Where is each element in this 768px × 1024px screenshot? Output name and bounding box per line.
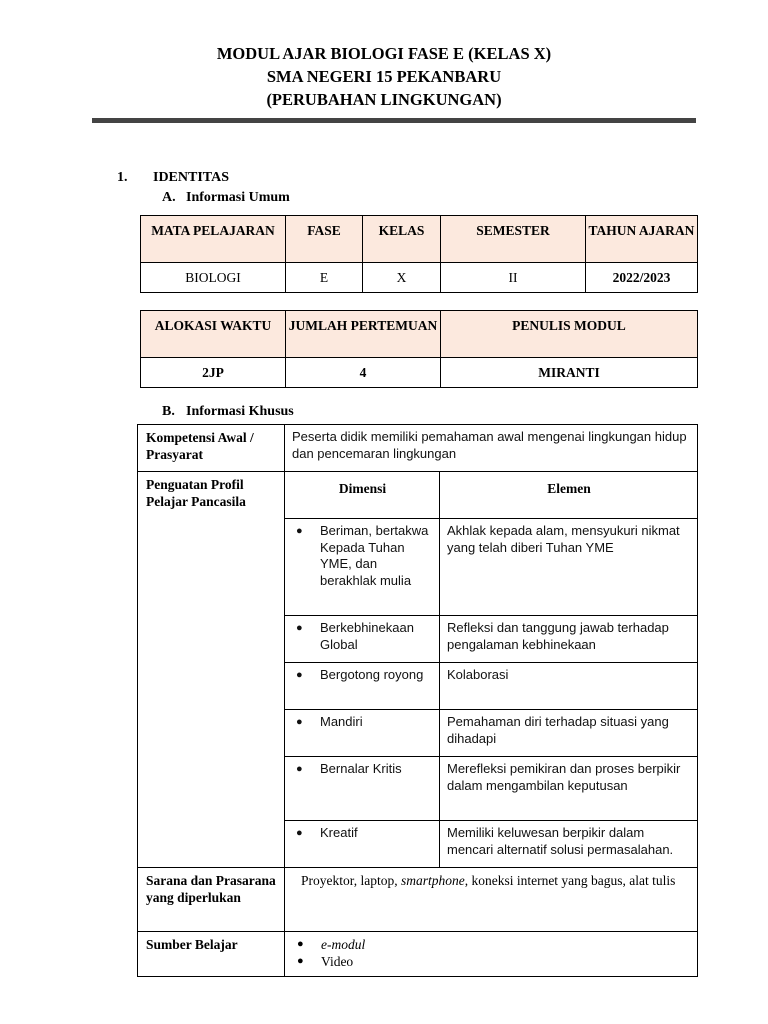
dimensi-text: Kreatif	[320, 825, 358, 840]
kompetensi-text: Peserta didik memiliki pemahaman awal mengenai lingkungan hidup dan pencemaran lingkungan	[285, 425, 698, 472]
value-fase: E	[286, 263, 363, 293]
bullet-icon: ●	[296, 763, 303, 775]
sarana-text-part2: , koneksi internet yang bagus, alat tulis	[464, 873, 676, 888]
dimensi-cell	[285, 616, 440, 663]
informasi-khusus-table	[137, 424, 698, 977]
subsection-title: Informasi Khusus	[186, 404, 294, 419]
dimensi-cell	[285, 663, 440, 710]
dimensi-cell	[285, 710, 440, 757]
document-title: MODUL AJAR BIOLOGI FASE E (KELAS X)	[216, 44, 552, 63]
dimensi-cell	[285, 519, 440, 616]
subsection-letter: B.	[162, 404, 175, 419]
elemen-header: Elemen	[440, 472, 698, 519]
elemen-cell: Refleksi dan tanggung jawab terhadap pengalaman kebhinekaan	[440, 616, 698, 663]
header-jumlah-pertemuan: JUMLAH PERTEMUAN	[286, 311, 441, 358]
sumber-belajar-label: Sumber Belajar	[138, 932, 285, 977]
bullet-icon: ●	[296, 827, 303, 839]
profil-pancasila-label: Penguatan Profil Pelajar Pancasila	[138, 472, 285, 868]
sarana-text-part1: Proyektor, laptop,	[301, 873, 401, 888]
dimensi-text: Bernalar Kritis	[320, 761, 402, 776]
kompetensi-label: Kompetensi Awal / Prasyarat	[138, 425, 285, 472]
sarana-label: Sarana dan Prasarana yang diperlukan	[138, 868, 285, 932]
informasi-umum-table	[140, 215, 698, 293]
sumber-belajar-list	[285, 932, 698, 977]
value-mata-pelajaran: BIOLOGI	[141, 263, 286, 293]
value-penulis-modul: MIRANTI	[441, 358, 698, 388]
dimensi-text: Mandiri	[320, 714, 363, 729]
section-identitas-heading	[117, 170, 229, 186]
header-divider	[92, 118, 696, 123]
sumber-item-text: Video	[321, 954, 354, 969]
list-item	[293, 953, 691, 970]
header-semester: SEMESTER	[441, 216, 586, 263]
header-kelas: KELAS	[363, 216, 441, 263]
elemen-cell: Memiliki keluwesan berpikir dalam mencari alternatif solusi permasalahan.	[440, 821, 698, 868]
sumber-item-text: e-modul	[321, 937, 366, 952]
dimensi-text: Berkebhinekaan Global	[320, 620, 414, 652]
elemen-cell: Merefleksi pemikiran dan proses berpikir dalam mengambilan keputusan	[440, 757, 698, 821]
dimensi-header: Dimensi	[285, 472, 440, 519]
value-semester: II	[441, 263, 586, 293]
dimensi-cell	[285, 821, 440, 868]
topic-title: (PERUBAHAN LINGKUNGAN)	[266, 90, 502, 109]
sarana-text	[285, 868, 698, 932]
value-alokasi-waktu: 2JP	[141, 358, 286, 388]
header-tahun-ajaran: TAHUN AJARAN	[586, 216, 698, 263]
subsection-informasi-umum-heading	[162, 190, 290, 206]
header-alokasi-waktu: ALOKASI WAKTU	[141, 311, 286, 358]
header-penulis-modul: PENULIS MODUL	[441, 311, 698, 358]
bullet-icon: ●	[296, 716, 303, 728]
dimensi-text: Beriman, bertakwa Kepada Tuhan YME, dan berakhlak mulia	[320, 523, 429, 588]
section-number: 1.	[117, 170, 128, 185]
bullet-icon: ●	[297, 938, 304, 950]
elemen-cell: Kolaborasi	[440, 663, 698, 710]
header-mata-pelajaran: MATA PELAJARAN	[141, 216, 286, 263]
section-title: IDENTITAS	[153, 170, 229, 185]
elemen-cell: Akhlak kepada alam, mensyukuri nikmat yang telah diberi Tuhan YME	[440, 519, 698, 616]
subsection-informasi-khusus-heading	[162, 404, 294, 420]
sarana-text-italic: smartphone	[400, 873, 465, 888]
school-name: SMA NEGERI 15 PEKANBARU	[266, 67, 502, 86]
dimensi-cell	[285, 757, 440, 821]
value-tahun-ajaran: 2022/2023	[586, 263, 698, 293]
value-kelas: X	[363, 263, 441, 293]
bullet-icon: ●	[296, 669, 303, 681]
header-fase: FASE	[286, 216, 363, 263]
elemen-cell: Pemahaman diri terhadap situasi yang dihadapi	[440, 710, 698, 757]
subsection-letter: A.	[162, 190, 176, 205]
dimensi-text: Bergotong royong	[320, 667, 424, 682]
alokasi-table	[140, 310, 698, 388]
value-jumlah-pertemuan: 4	[286, 358, 441, 388]
bullet-icon: ●	[296, 525, 303, 537]
subsection-title: Informasi Umum	[186, 190, 290, 205]
bullet-icon: ●	[297, 955, 304, 967]
list-item	[293, 936, 691, 953]
bullet-icon: ●	[296, 622, 303, 634]
